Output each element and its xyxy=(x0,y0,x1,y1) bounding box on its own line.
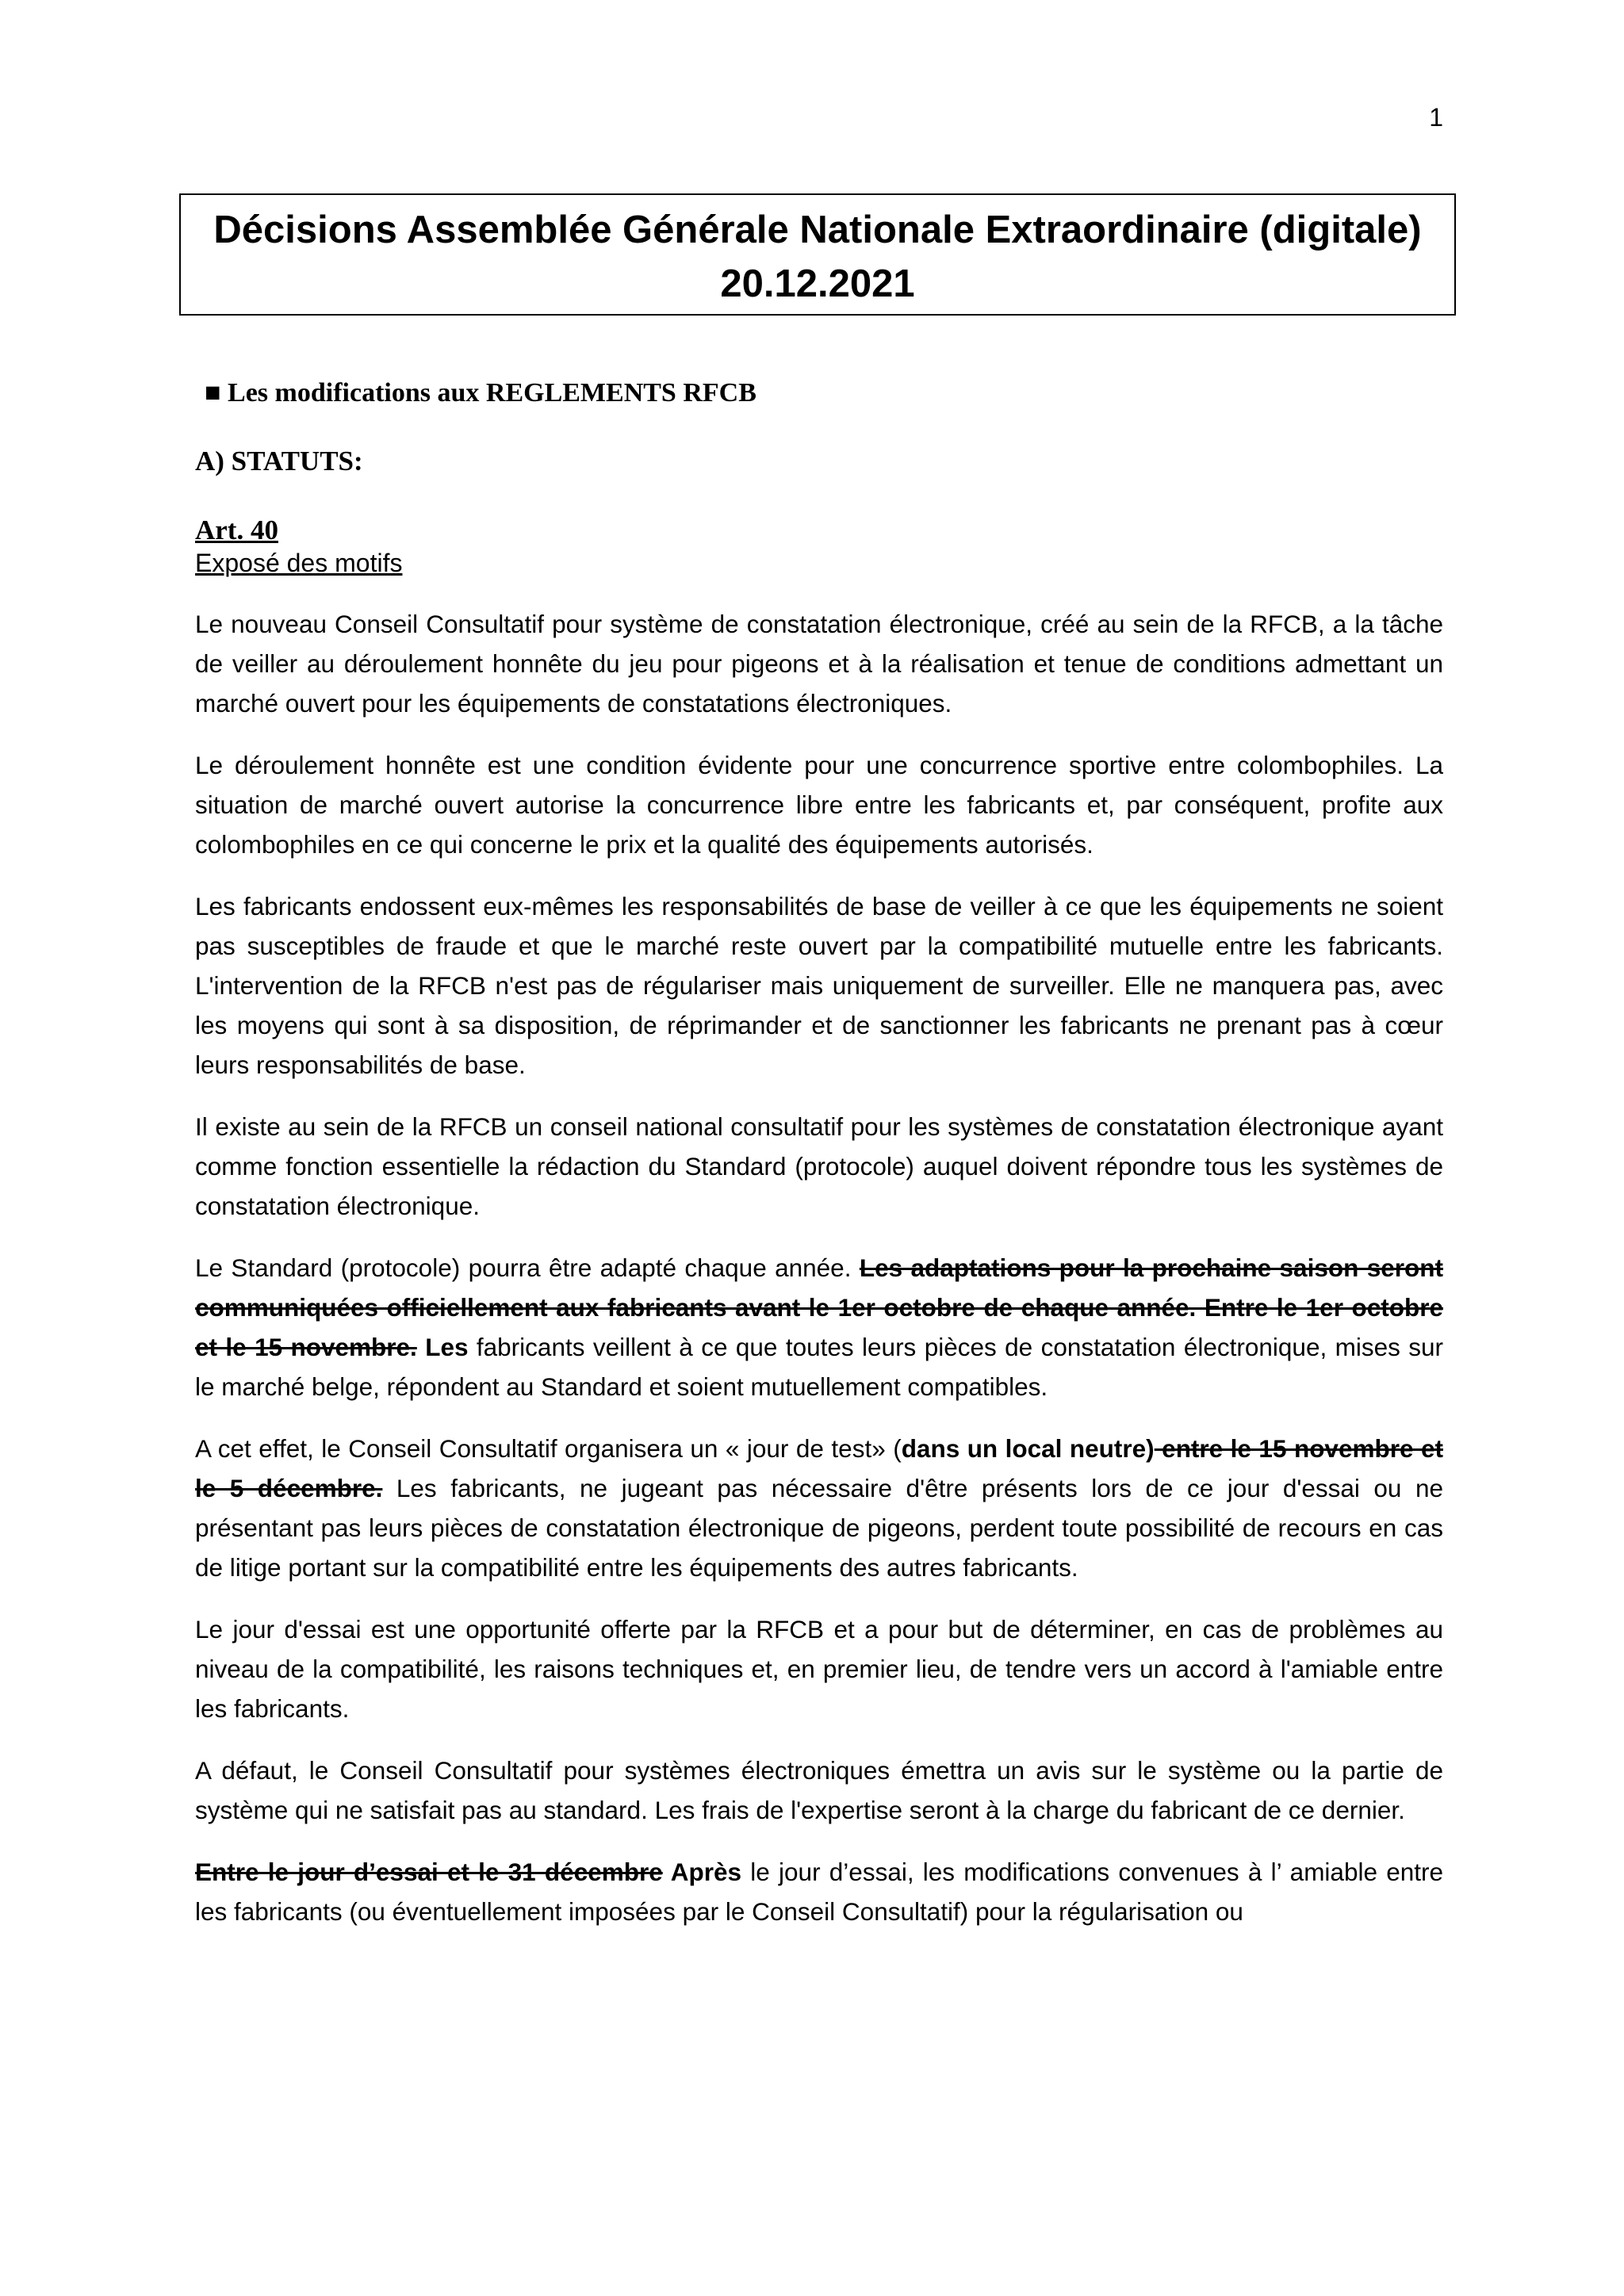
paragraph-8: A défaut, le Conseil Consultatif pour systèmes électroniques émettra un avis sur le système ou la partie de système qui ne satisfait pas au standard. Les frais de l'expertise seront à la charge du fabricant de ce dernier. xyxy=(195,1756,1443,1824)
paragraph-3: Les fabricants endossent eux-mêmes les responsabilités de base de veiller à ce que les équipements ne soient pas susceptibles de fraude et que le marché reste ouvert par la compatibilité mutuelle entre les fabricants. L'intervention de la RFCB n'est pas de régulariser mais uniquement de surveiller. Elle ne manquera pas, avec les moyens qui sont à sa disposition, de réprimander et de sanctionner les fabricants ne prenant pas à cœur leurs responsabilités de base. xyxy=(195,892,1443,1079)
paragraph-9 xyxy=(195,1852,1443,1931)
article-body xyxy=(195,604,1443,1954)
document-title: Décisions Assemblée Générale Nationale Extraordinaire (digitale) xyxy=(213,209,1422,251)
article-label: Art. 40 xyxy=(195,515,278,545)
struck-text: Entre le jour d’essai et le 31 décembre xyxy=(195,1858,663,1886)
inserted-text: Après xyxy=(662,1858,742,1886)
inserted-text: dans un local neutre) xyxy=(901,1434,1155,1463)
inserted-text: Les xyxy=(416,1333,469,1361)
motifs-label: Exposé des motifs xyxy=(195,549,403,577)
paragraph-6-text: A cet effet, le Conseil Consultatif organisera un « jour de test» ( xyxy=(195,1434,902,1463)
document-date: 20.12.2021 xyxy=(720,262,915,305)
document-title-box xyxy=(179,193,1456,316)
paragraph-7: Le jour d'essai est une opportunité offerte par la RFCB et a pour but de déterminer, en cas de problèmes au niveau de la compatibilité, les raisons techniques et, en premier lieu, de tendre vers un accord à l'amiable entre les fabricants. xyxy=(195,1615,1443,1723)
article-heading-block xyxy=(195,514,1443,579)
page-number: 1 xyxy=(1429,103,1443,132)
struck-text: entre le 15 novembre et le 5 décembre. xyxy=(195,1434,1443,1502)
paragraph-9-text: le jour d’essai, les modifications convenues à l’ amiable entre les fabricants (ou éventuellement imposées par le Conseil Consultatif) pour la régularisation ou xyxy=(195,1858,1443,1926)
statuts-heading: A) STATUTS: xyxy=(195,446,363,476)
paragraph-5 xyxy=(195,1248,1443,1406)
paragraph-2: Le déroulement honnête est une condition évidente pour une concurrence sportive entre colombophiles. La situation de marché ouvert autorise la concurrence libre entre les fabricants et, par conséquent, profite aux colombophiles en ce qui concerne le prix et la qualité des équipements autorisés. xyxy=(195,751,1443,859)
paragraph-6 xyxy=(195,1429,1443,1587)
paragraph-4: Il existe au sein de la RFCB un conseil national consultatif pour les systèmes de constatation électronique ayant comme fonction essentielle la rédaction du Standard (protocole) auquel doivent répondre tous les systèmes de constatation électronique. xyxy=(195,1112,1443,1220)
struck-text: Les adaptations pour la prochaine saison seront communiquées officiellement aux fabricants avant le 1er octobre de chaque année. Entre le 1er octobre et le 15 novembre. xyxy=(195,1253,1443,1361)
modifications-heading: ■ Les modifications aux REGLEMENTS RFCB xyxy=(205,378,756,408)
paragraph-1: Le nouveau Conseil Consultatif pour système de constatation électronique, créé au sein de la RFCB, a la tâche de veiller au déroulement honnête du jeu pour pigeons et à la réalisation et tenue de conditions admettant un marché ouvert pour les équipements de constatations électroniques. xyxy=(195,610,1443,718)
paragraph-5-text-end: fabricants veillent à ce que toutes leurs pièces de constatation électronique, mises sur le marché belge, répondent au Standard et soient mutuellement compatibles. xyxy=(195,1333,1444,1401)
paragraph-5-text: Le Standard (protocole) pourra être adapté chaque année. xyxy=(195,1253,860,1282)
paragraph-6-text-end: Les fabricants, ne jugeant pas nécessaire d'être présents lors de ce jour d'essai ou ne présentant pas leurs pièces de constatation électronique de pigeons, perdent toute possibilité de recours en cas de litige portant sur la compatibilité entre les équipements des autres fabricants. xyxy=(195,1474,1443,1582)
